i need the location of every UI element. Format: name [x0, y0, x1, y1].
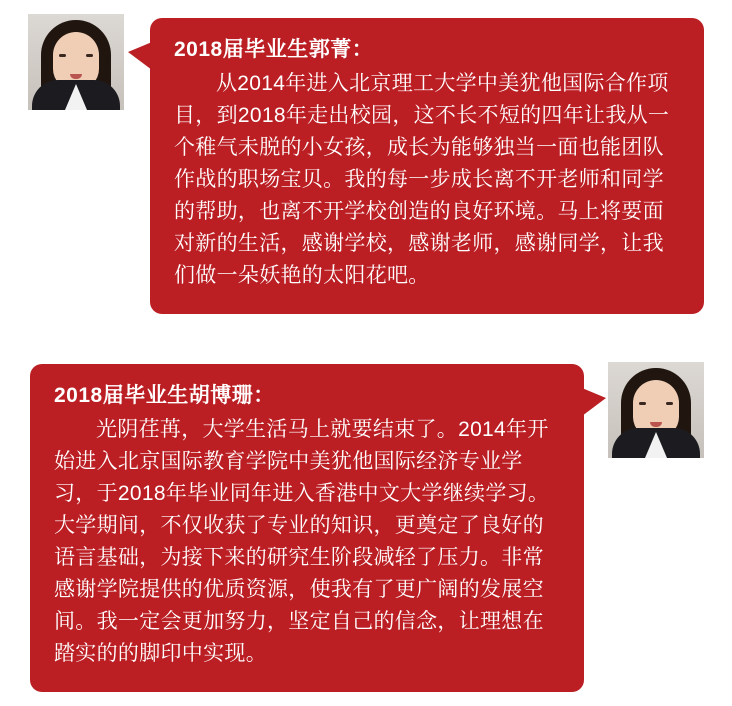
portrait-illustration — [28, 14, 124, 110]
testimonial-title-2: 2018届毕业生胡博珊： — [54, 384, 275, 407]
testimonial-block-1 — [0, 0, 732, 330]
testimonial-bubble-2 — [30, 364, 584, 692]
graduate-photo-1 — [28, 14, 124, 110]
graduate-photo-2 — [608, 362, 704, 458]
portrait-illustration — [608, 362, 704, 458]
testimonial-title-1: 2018届毕业生郭菁： — [174, 38, 374, 61]
portrait-eye-left — [639, 402, 646, 405]
testimonial-body-1: 从2014年进入北京理工大学中美犹他国际合作项目，到2018年走出校园，这不长不短的四年让我从一个稚气未脱的小女孩，成长为能够独当一面也能团队作战的职场宝贝。我的每一步成长离不开老师和同学的帮助，也离不开学校创造的良好环境。马上将要面对新的生活，感谢学校，感谢老师，感谢同学，让我们做一朵妖艳的太阳花吧。 — [174, 72, 670, 287]
portrait-eye-right — [666, 402, 673, 405]
portrait-eye-left — [59, 54, 66, 57]
testimonial-bubble-1 — [150, 18, 704, 314]
testimonial-body-2: 光阴荏苒，大学生活马上就要结束了。2014年开始进入北京国际教育学院中美犹他国际经济专业学习，于2018年毕业同年进入香港中文大学继续学习。大学期间，不仅收获了专业的知识，更奠定了良好的语言基础，为接下来的研究生阶段减轻了压力。非常感谢学院提供的优质资源，使我有了更广阔的发展空间。我一定会更加努力，坚定自己的信念，让理想在踏实的的脚印中实现。 — [54, 418, 550, 665]
portrait-eye-right — [86, 54, 93, 57]
